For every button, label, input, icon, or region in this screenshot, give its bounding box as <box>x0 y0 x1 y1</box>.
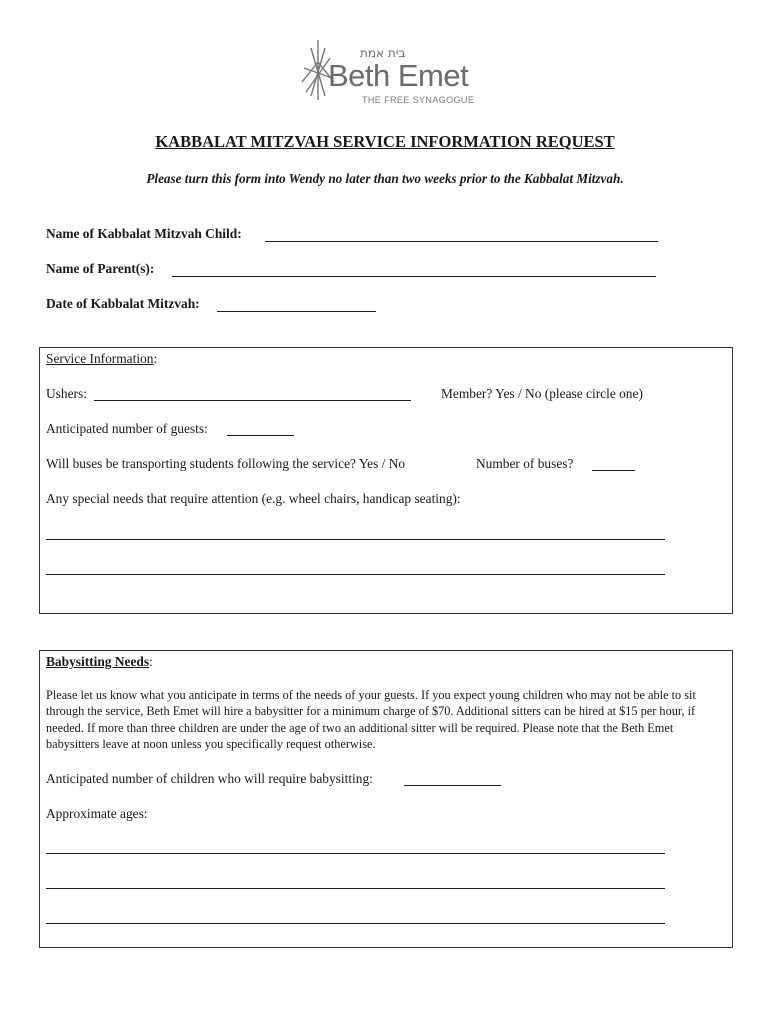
ushers-field[interactable] <box>94 400 411 401</box>
service-information-section <box>39 347 733 614</box>
page-subtitle: Please turn this form into Wendy no later than two weeks prior to the Kabbalat Mitzvah. <box>146 171 624 186</box>
babysitting-needs-section <box>39 650 733 948</box>
member-question[interactable]: Member? Yes / No (please circle one) <box>441 386 643 401</box>
beth-emet-logo <box>298 38 478 110</box>
num-buses-label: Number of buses? <box>476 456 574 471</box>
parent-name-field[interactable] <box>172 276 656 277</box>
special-needs-label: Any special needs that require attention (e.g. wheel chairs, handicap seating): <box>46 491 461 506</box>
buses-question[interactable]: Will buses be transporting students following the service? Yes / No <box>46 456 406 471</box>
logo-name: Beth Emet <box>328 58 469 93</box>
service-heading: Service Information: <box>46 351 158 366</box>
child-name-label: Name of Kabbalat Mitzvah Child: <box>46 226 242 241</box>
guests-field[interactable] <box>227 435 294 436</box>
babysitting-paragraph: Please let us know what you anticipate in terms of the needs of your guests. If you expect young children who may not be able to sit through the service, Beth Emet will hire a babysitter for a minimum charge of $70. Additional sitters can be hired at $15 per hour, if needed. If more than three children are under the age of two an additional sitter will be required. Please note that the Beth Emet babysitters leave at noon unless you specifically request otherwise. <box>46 688 696 752</box>
special-needs-line[interactable] <box>46 539 665 540</box>
mitzvah-date-field[interactable] <box>217 311 376 312</box>
child-name-field[interactable] <box>265 241 658 242</box>
logo-tagline: THE FREE SYNAGOGUE <box>362 95 475 105</box>
approximate-ages-line[interactable] <box>46 923 665 924</box>
approximate-ages-label: Approximate ages: <box>46 806 148 821</box>
guests-label: Anticipated number of guests: <box>46 421 208 436</box>
approximate-ages-line[interactable] <box>46 853 665 854</box>
num-buses-field[interactable] <box>592 470 635 471</box>
page-title: KABBALAT MITZVAH SERVICE INFORMATION REQUEST <box>155 132 615 151</box>
logo-hebrew: בית אמת <box>360 46 406 60</box>
mitzvah-date-label: Date of Kabbalat Mitzvah: <box>46 296 200 311</box>
babysitting-children-field[interactable] <box>404 785 501 786</box>
approximate-ages-line[interactable] <box>46 888 665 889</box>
babysitting-heading: Babysitting Needs: <box>46 654 153 669</box>
parent-name-label: Name of Parent(s): <box>46 261 155 276</box>
babysitting-children-label: Anticipated number of children who will require babysitting: <box>46 771 373 786</box>
special-needs-line[interactable] <box>46 574 665 575</box>
ushers-label: Ushers: <box>46 386 87 401</box>
